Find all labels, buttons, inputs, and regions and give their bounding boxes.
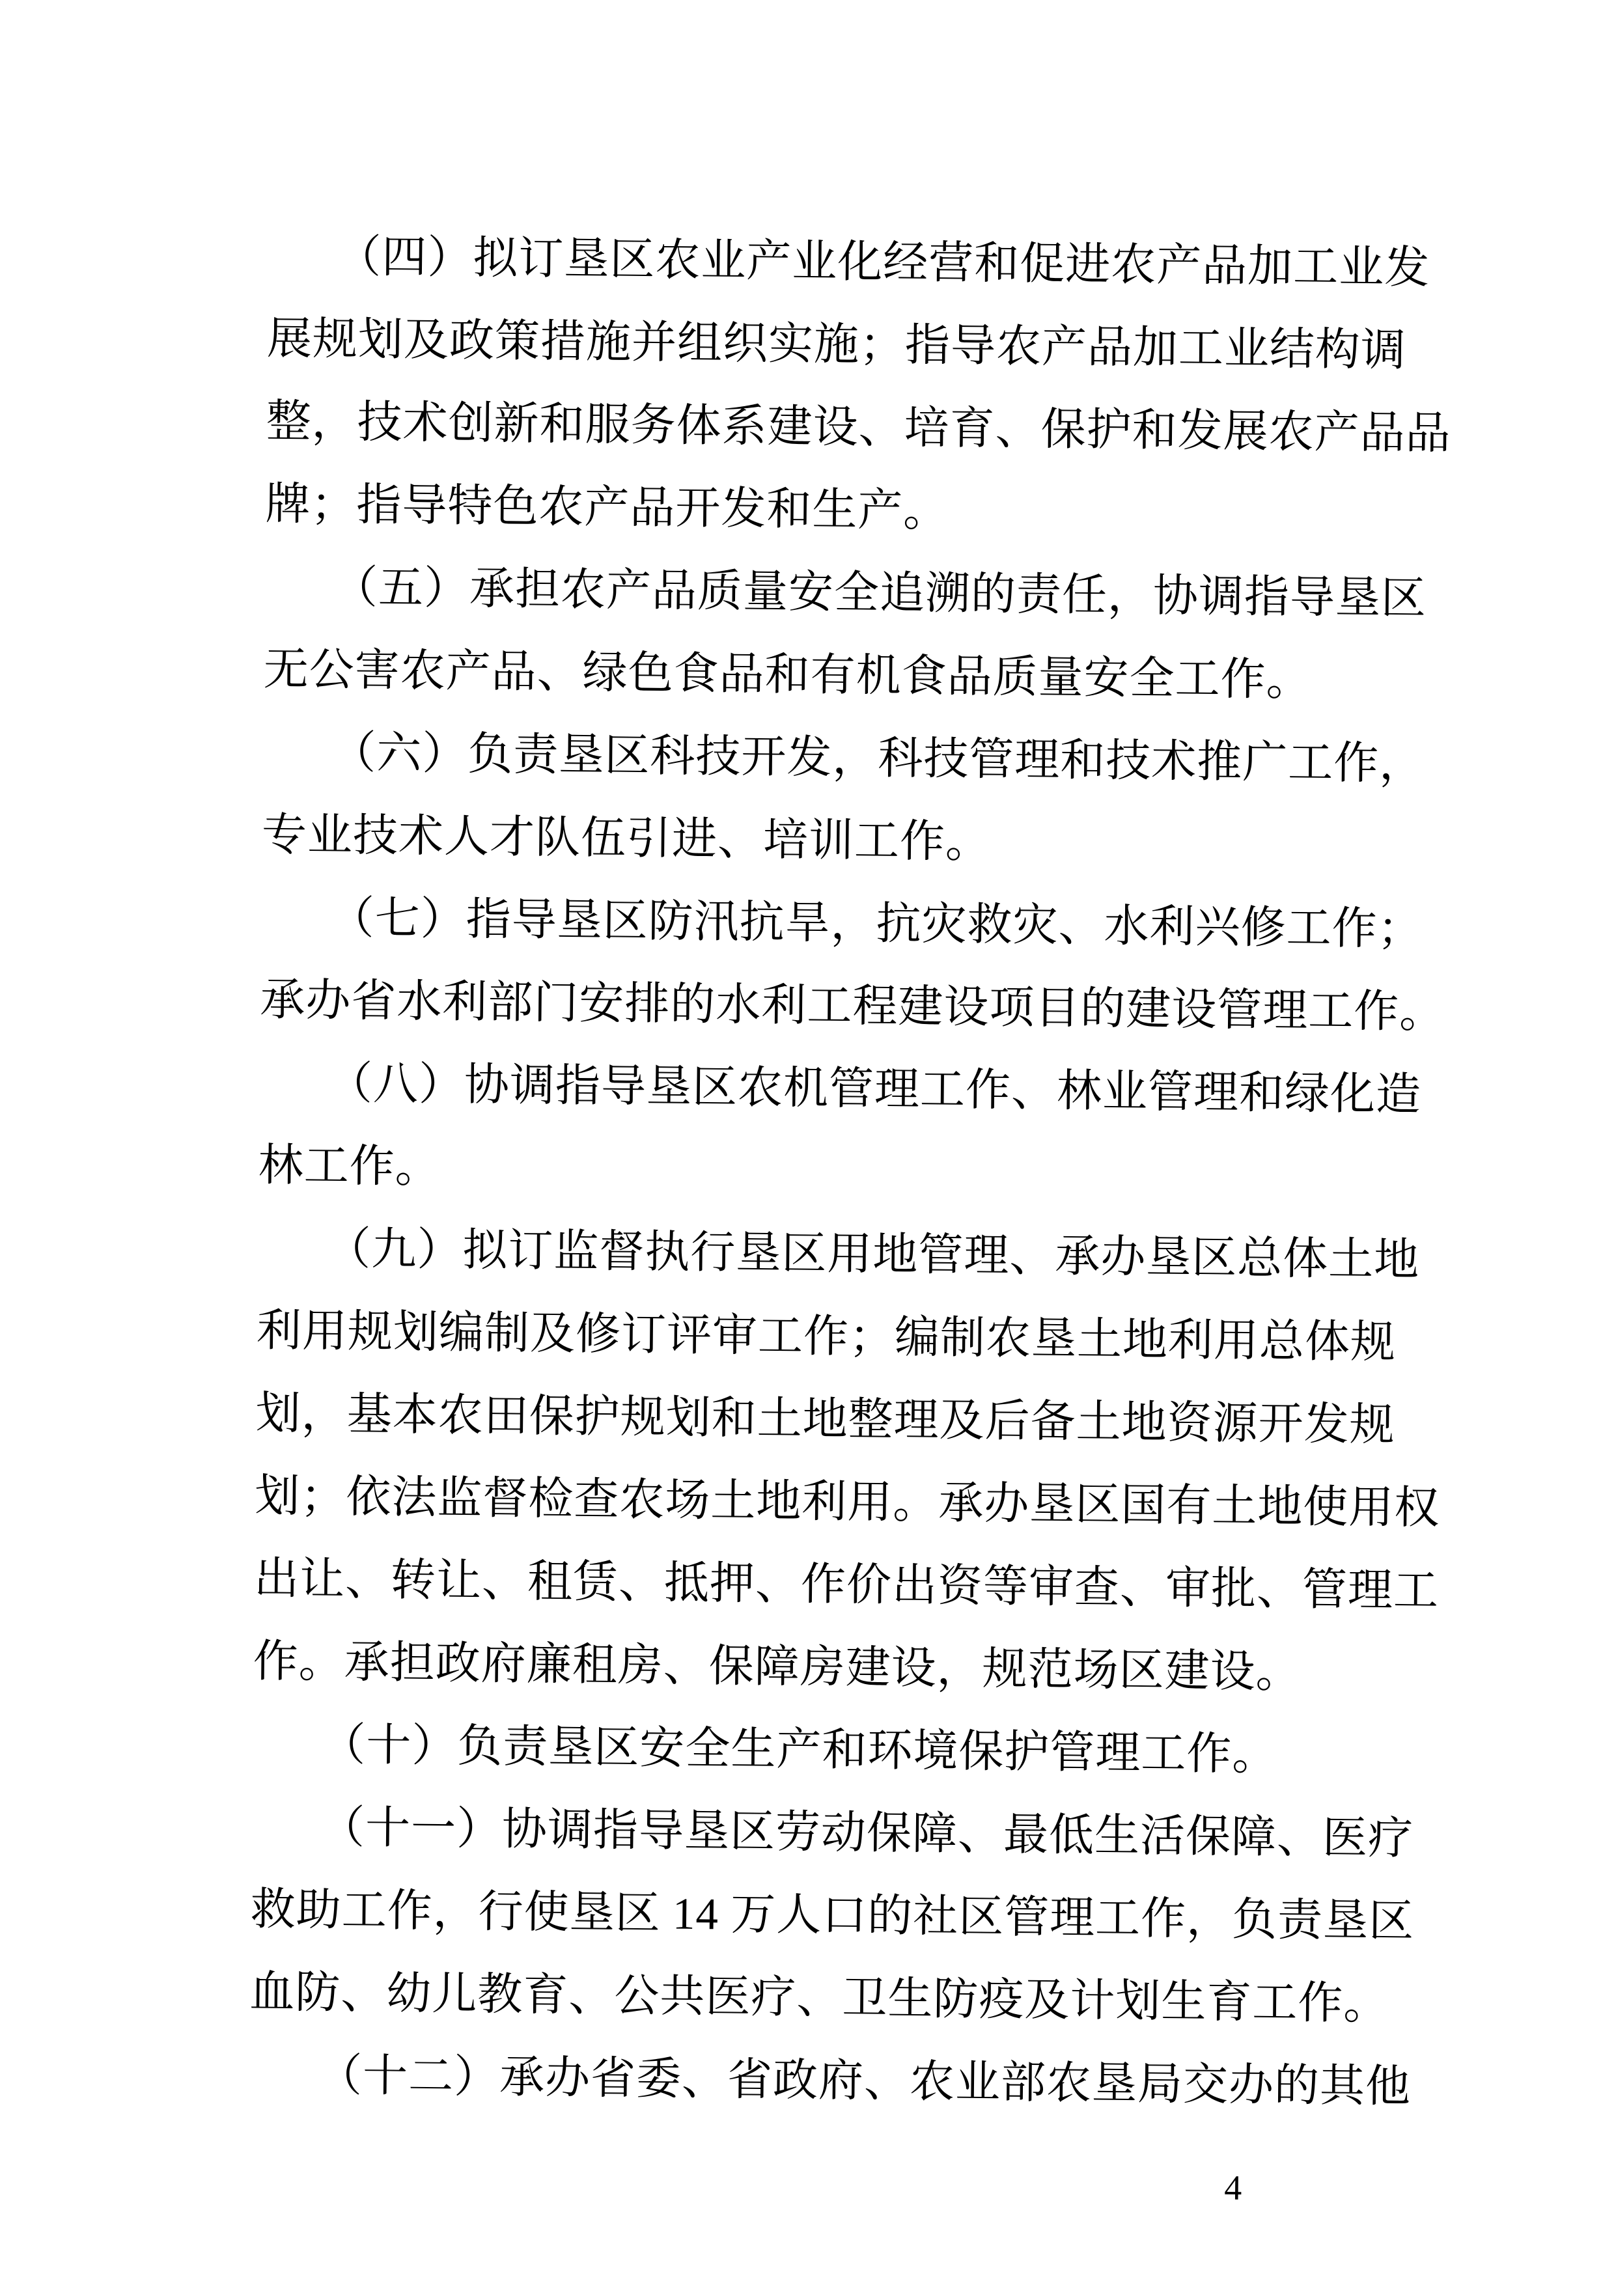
text-line: （四）拟订垦区农业产业化经营和促进农产品加工业发 bbox=[335, 232, 1430, 293]
text-line: 林工作。 bbox=[258, 1140, 441, 1192]
text-line: 出让、转让、租赁、抵押、作价出资等审查、审批、管理工 bbox=[253, 1553, 1440, 1616]
text-line: 划，基本农田保护规划和土地整理及后备土地资源开发规 bbox=[255, 1388, 1396, 1450]
text-line: （六）负责垦区科技开发，科技管理和技术推广工作， bbox=[330, 728, 1425, 789]
text-line: 承办省水利部门安排的水利工程建设项目的建设管理工作。 bbox=[259, 975, 1445, 1037]
text-line: （七）指导垦区防汛抗旱，抗灾救灾、水利兴修工作； bbox=[329, 893, 1424, 954]
text-line: （五）承担农产品质量安全追溯的责任，协调指导垦区 bbox=[332, 562, 1427, 624]
text-line: 利用规划编制及修订评审工作；编制农垦土地利用总体规 bbox=[256, 1305, 1397, 1368]
text-line: （十一）协调指导垦区劳动保障、最低生活保障、医疗 bbox=[319, 1802, 1414, 1864]
page-number: 4 bbox=[1224, 2168, 1242, 2207]
text-line: 专业技术人才队伍引进、培训工作。 bbox=[261, 809, 992, 867]
text-line: 作。承担政府廉租房、保障房建设，规范场区建设。 bbox=[253, 1636, 1302, 1697]
text-line: 整，技术创新和服务体系建设、培育、保护和发展农产品品 bbox=[266, 396, 1451, 459]
text-line: （九）拟订监督执行垦区用地管理、承办垦区总体土地 bbox=[325, 1224, 1420, 1285]
text-line: 无公害农产品、绿色食品和有机食品质量安全工作。 bbox=[263, 644, 1313, 705]
text-line: （十）负责垦区安全生产和环境保护管理工作。 bbox=[320, 1719, 1278, 1780]
text-block bbox=[248, 215, 1451, 2207]
text-line: 牌；指导特色农产品开发和生产。 bbox=[264, 478, 949, 536]
text-line: 展规划及政策措施并组织实施；指导农产品加工业结构调 bbox=[266, 313, 1407, 376]
text-line: 救助工作，行使垦区 14 万人口的社区管理工作，负责垦区 bbox=[250, 1884, 1415, 1946]
text-line: 划；依法监督检查农场土地利用。承办垦区国有土地使用权 bbox=[254, 1471, 1440, 1533]
text-line: （十二）承办省委、省政府、农业部农垦局交办的其他 bbox=[316, 2050, 1412, 2112]
text-line: 血防、幼儿教育、公共医疗、卫生防疫及计划生育工作。 bbox=[249, 1967, 1389, 2029]
text-line: （八）协调指导垦区农机管理工作、林业管理和绿化造 bbox=[327, 1058, 1422, 1120]
